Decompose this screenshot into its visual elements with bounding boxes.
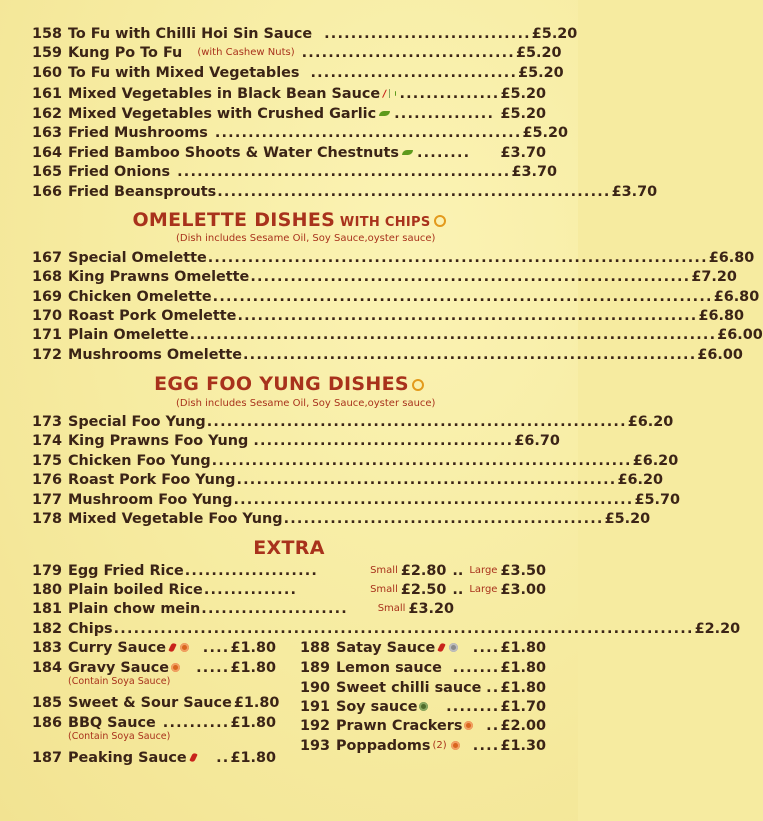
item-name: To Fu with Mixed Vegetables [68, 64, 300, 81]
dot-leader: .............. [203, 581, 298, 598]
item-price: £1.80 [500, 639, 546, 656]
dot-leader: .... [202, 639, 230, 656]
item-name: Lemon sauce [336, 659, 442, 676]
item-name: BBQ Sauce [68, 714, 156, 731]
dot-leader: ........ [446, 698, 500, 715]
item-name: Curry Sauce [68, 639, 167, 656]
menu-item [300, 678, 546, 697]
item-name: Chicken Foo Yung [68, 452, 211, 469]
item-number: 170 [32, 307, 63, 324]
item-number: 193 [300, 737, 331, 754]
item-price: £1.80 [230, 639, 276, 656]
item-name: Plain chow mein [68, 600, 201, 617]
dot-leader: ..................................................................... [237, 307, 698, 324]
item-price: £6.20 [617, 471, 663, 488]
menu-item [32, 599, 546, 618]
item-name: Plain Omelette [68, 326, 189, 343]
size-small-label: Small [377, 603, 406, 614]
item-number: 171 [32, 326, 63, 343]
vegetarian-leaf-icon [402, 150, 413, 155]
menu-item [32, 451, 679, 470]
item-name: Soy sauce [336, 698, 418, 715]
size-large-label: Large [469, 584, 498, 595]
orange-badge-icon [464, 721, 473, 730]
menu-item [32, 619, 741, 638]
item-price: £6.20 [627, 413, 674, 430]
item-name: Fried Bamboo Shoots & Water Chestnuts [68, 144, 399, 161]
item-number: 165 [32, 163, 63, 180]
item-price: £1.30 [500, 737, 546, 754]
item-name: Mushrooms Omelette [68, 346, 243, 363]
item-price: £5.70 [634, 491, 680, 508]
menu-item [32, 248, 755, 267]
menu-item [300, 697, 546, 716]
dot-leader: ................................................ [283, 510, 604, 527]
dot-leader: .............................................. [214, 124, 522, 141]
dot-leader: .................... [184, 562, 319, 579]
item-price: £6.20 [632, 452, 679, 469]
section-heading [0, 209, 578, 231]
menu-item [32, 24, 578, 43]
menu-item [32, 123, 569, 142]
menu-item [32, 412, 674, 431]
section-heading [0, 373, 578, 395]
item-number: 191 [300, 698, 331, 715]
item-price: £3.70 [611, 183, 658, 200]
menu-item [32, 638, 276, 657]
item-number: 166 [32, 183, 63, 200]
item-number: 161 [32, 85, 63, 102]
chilli-icon [184, 48, 188, 56]
item-name: Mushroom Foo Yung [68, 491, 233, 508]
ring-badge-icon [434, 215, 446, 227]
dot-leader: ............... [399, 85, 500, 102]
section-heading [0, 537, 578, 559]
item-name: Mixed Vegetables in Black Bean Sauce [68, 85, 381, 102]
item-name: Special Omelette [68, 249, 207, 266]
item-note: (2) [432, 740, 447, 751]
item-price: £5.20 [604, 510, 651, 527]
dot-leader: ............................................................................... [189, 326, 717, 343]
size-small-label: Small [370, 565, 398, 576]
item-name: Fried Onions [68, 163, 171, 180]
menu-item [32, 162, 557, 181]
item-number: 181 [32, 600, 63, 617]
dot-leader: ..... [196, 659, 230, 676]
item-number: 175 [32, 452, 63, 469]
size-large-label: Large [469, 565, 498, 576]
item-number: 167 [32, 249, 63, 266]
dot-leader: ............................................................ [233, 491, 634, 508]
item-number: 178 [32, 510, 63, 527]
section-title-suffix: WITH CHIPS [335, 215, 431, 230]
item-price: £6.80 [698, 307, 744, 324]
menu-item [32, 143, 546, 162]
item-price: £1.80 [230, 714, 276, 731]
item-price: £6.80 [708, 249, 755, 266]
item-note: (with Cashew Nuts) [197, 47, 295, 58]
item-price: £1.80 [233, 694, 280, 711]
vegetarian-leaf-icon [379, 111, 390, 116]
item-name: Satay Sauce [336, 639, 436, 656]
item-name: Prawn Crackers [336, 717, 463, 734]
item-name: King Prawns Foo Yung [68, 432, 249, 449]
item-number: 168 [32, 268, 63, 285]
item-price: £6.80 [713, 288, 760, 305]
item-price: £5.20 [522, 124, 569, 141]
dot-leader: ......................................................... [236, 471, 617, 488]
item-price: £1.80 [230, 659, 276, 676]
menu-item [32, 509, 651, 528]
dot-leader: ............................................................... [206, 413, 627, 430]
dot-leader: ............... [394, 105, 495, 122]
menu-item [300, 658, 546, 677]
item-price: £5.20 [500, 105, 546, 122]
item-price: £1.80 [500, 679, 546, 696]
item-number: 189 [300, 659, 331, 676]
item-name: Special Foo Yung [68, 413, 206, 430]
item-price: £5.20 [515, 44, 562, 61]
menu-item [32, 84, 546, 103]
item-name: To Fu with Chilli Hoi Sin Sauce [68, 25, 313, 42]
item-name: Plain boiled Rice [68, 581, 203, 598]
dot-leader: .. [452, 562, 464, 579]
size-small-label: Small [370, 584, 398, 595]
menu-item [32, 325, 763, 344]
dot-leader: .................................................................... [243, 346, 697, 363]
menu-item [32, 182, 658, 201]
item-name: Gravy Sauce [68, 659, 170, 676]
section-subtitle: (Dish includes Sesame Oil, Soy Sauce,oyster sauce) [176, 233, 436, 244]
menu-item [32, 63, 564, 82]
menu-item [32, 345, 743, 364]
item-name: Egg Fried Rice [68, 562, 184, 579]
item-number: 179 [32, 562, 63, 579]
dot-leader: .. [486, 679, 500, 696]
dot-leader: .......... [162, 714, 230, 731]
menu-item [300, 736, 546, 755]
orange-badge-icon [171, 663, 180, 672]
section-title: OMELETTE DISHES [132, 209, 336, 231]
item-number: 163 [32, 124, 63, 141]
item-number: 187 [32, 749, 63, 766]
item-name: Sweet & Sour Sauce [68, 694, 232, 711]
item-name: Fried Mushrooms [68, 124, 208, 141]
menu-item [32, 470, 663, 489]
item-price: £1.80 [230, 749, 276, 766]
item-number: 176 [32, 471, 63, 488]
dot-leader: ...................... [201, 600, 348, 617]
item-price: £6.70 [514, 432, 560, 449]
small-price: £3.20 [408, 600, 454, 617]
large-price: £3.50 [500, 562, 546, 579]
menu-item [32, 287, 760, 306]
item-price: £6.00 [697, 346, 743, 363]
item-number: 164 [32, 144, 63, 161]
item-price: £5.20 [531, 25, 578, 42]
item-price: £5.20 [518, 64, 564, 81]
item-number: 192 [300, 717, 331, 734]
item-number: 186 [32, 714, 63, 731]
item-price: £3.70 [511, 163, 557, 180]
dot-leader: .. [486, 717, 500, 734]
item-number: 184 [32, 659, 63, 676]
item-note: (Contain Soya Sauce) [68, 676, 171, 687]
dot-leader: ....... [452, 659, 500, 676]
menu-item [32, 43, 562, 62]
ring-badge-icon [412, 379, 424, 391]
dot-leader: ........................................................................... [207, 249, 708, 266]
item-number: 173 [32, 413, 63, 430]
chilli-icon [314, 29, 318, 37]
menu-item [32, 713, 276, 732]
item-number: 159 [32, 44, 63, 61]
section-title: EGG FOO YUNG DISHES [154, 373, 409, 395]
item-number: 188 [300, 639, 331, 656]
menu-item [300, 638, 546, 657]
item-name: Fried Beansprouts [68, 183, 217, 200]
dot-leader: .................................................. [177, 163, 511, 180]
dot-leader: .................................................................. [250, 268, 691, 285]
item-name: Kung Po To Fu [68, 44, 183, 61]
chilli-icon [168, 642, 176, 652]
orange-badge-icon [180, 643, 189, 652]
dot-leader: .... [472, 737, 500, 754]
item-price: £2.00 [500, 717, 546, 734]
item-price: £7.20 [691, 268, 737, 285]
item-number: 185 [32, 694, 63, 711]
dot-leader: .. [216, 749, 230, 766]
section-title: EXTRA [253, 537, 325, 559]
item-note: (Contain Soya Sauce) [68, 731, 171, 742]
item-number: 190 [300, 679, 331, 696]
item-price: £1.70 [500, 698, 546, 715]
dot-leader: ............................................................... [211, 452, 632, 469]
chilli-icon [189, 752, 197, 762]
dot-leader: ................................ [301, 44, 515, 61]
item-price: £6.00 [717, 326, 763, 343]
item-number: 172 [32, 346, 63, 363]
green-badge-icon [419, 702, 428, 711]
item-number: 183 [32, 639, 63, 656]
item-number: 162 [32, 105, 63, 122]
item-name: Peaking Sauce [68, 749, 187, 766]
dot-leader: ........ [416, 144, 471, 161]
orange-badge-icon [451, 741, 460, 750]
dot-leader: ............................... [310, 64, 518, 81]
menu-item [32, 658, 276, 677]
item-number: 158 [32, 25, 63, 42]
menu-item [32, 748, 276, 767]
menu-item [32, 693, 280, 712]
menu-item [32, 580, 546, 599]
item-price: £2.20 [694, 620, 741, 637]
item-name: Roast Pork Foo Yung [68, 471, 236, 488]
small-price: £2.50 [400, 581, 447, 598]
menu-item [32, 561, 546, 580]
menu-item [32, 306, 744, 325]
item-price: £5.20 [500, 85, 547, 102]
chilli-icon [438, 642, 446, 652]
grey-badge-icon [449, 643, 458, 652]
item-name: Chicken Omelette [68, 288, 212, 305]
item-number: 160 [32, 64, 63, 81]
menu-item [300, 716, 546, 735]
dot-leader: ............................... [324, 25, 531, 42]
item-name: Mixed Vegetables with Crushed Garlic [68, 105, 377, 122]
large-price: £3.00 [500, 581, 546, 598]
item-name: Chips [68, 620, 113, 637]
item-name: Roast Pork Omelette [68, 307, 237, 324]
menu-item [32, 431, 560, 450]
dot-leader: ....................................... [253, 432, 514, 449]
item-price: £1.80 [500, 659, 546, 676]
item-number: 177 [32, 491, 63, 508]
dot-leader: ........................................................... [217, 183, 611, 200]
dot-leader: ....................................................................................... [113, 620, 694, 637]
dot-leader: .... [472, 639, 500, 656]
menu-item [32, 490, 680, 509]
item-name: Mixed Vegetable Foo Yung [68, 510, 283, 527]
item-number: 182 [32, 620, 63, 637]
item-number: 174 [32, 432, 63, 449]
section-subtitle: (Dish includes Sesame Oil, Soy Sauce,oyster sauce) [176, 398, 436, 409]
item-name: Sweet chilli sauce [336, 679, 482, 696]
item-price: £3.70 [500, 144, 546, 161]
menu-item [32, 104, 546, 123]
dot-leader: .. [452, 581, 464, 598]
dot-leader: ........................................................................... [212, 288, 713, 305]
item-name: King Prawns Omelette [68, 268, 250, 285]
chilli-icon [382, 89, 386, 97]
menu-item [32, 267, 737, 286]
item-number: 169 [32, 288, 63, 305]
small-price: £2.80 [400, 562, 447, 579]
vegetarian-leaf-icon [395, 91, 396, 96]
item-name: Poppadoms [336, 737, 431, 754]
item-number: 180 [32, 581, 63, 598]
